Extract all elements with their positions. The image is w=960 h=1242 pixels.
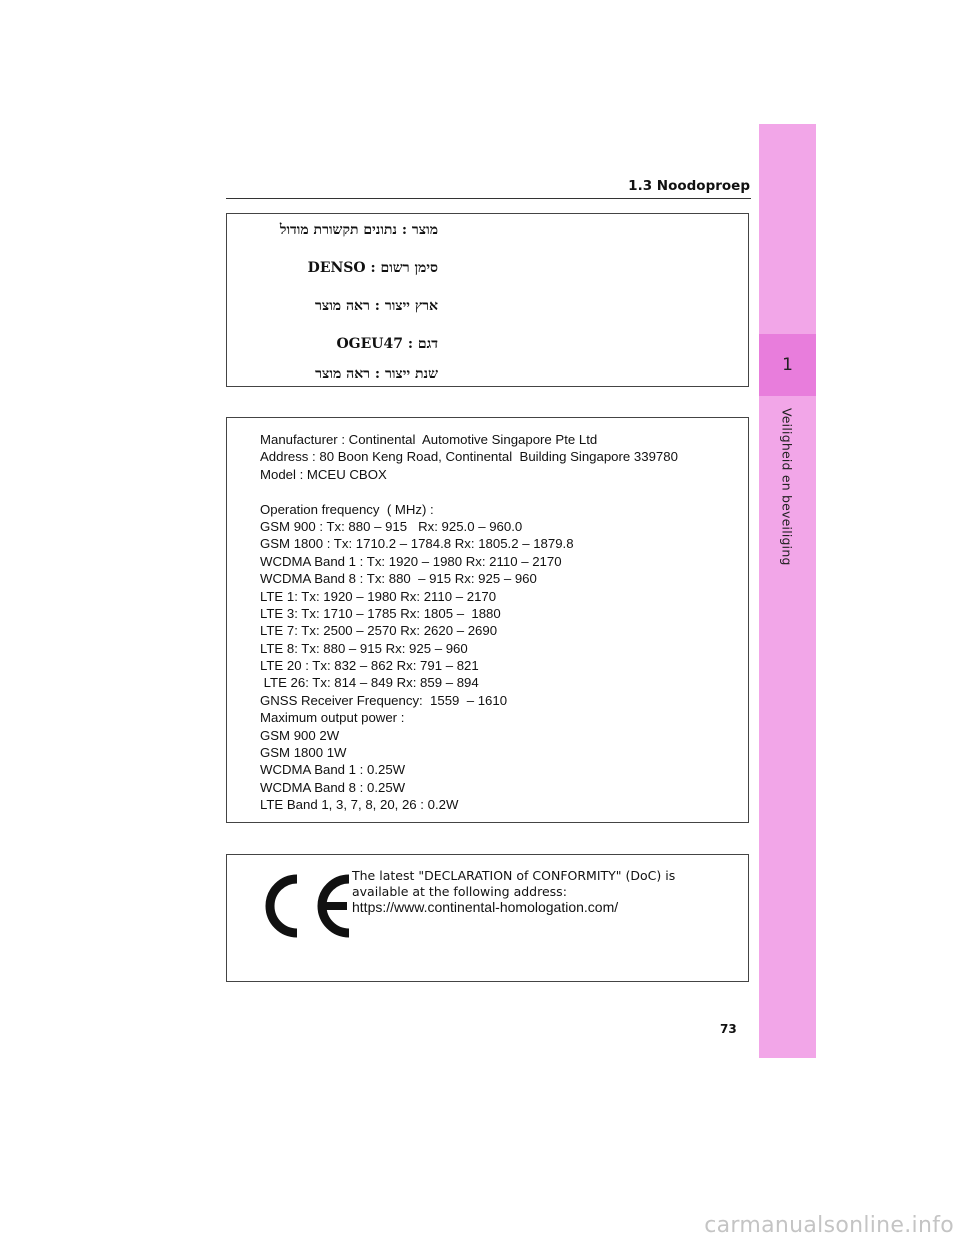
spec-line: Maximum output power : (260, 710, 405, 726)
hebrew-line-country: ארץ ייצור : ראה מוצר (315, 298, 438, 314)
chapter-label: Veiligheid en beveiliging (779, 408, 795, 566)
spec-line: GSM 1800 : Tx: 1710.2 – 1784.8 Rx: 1805.2 – 1879.8 (260, 536, 574, 552)
spec-line: WCDMA Band 1 : Tx: 1920 – 1980 Rx: 2110 – 2170 (260, 553, 562, 569)
side-color-strip (759, 124, 816, 1058)
watermark: carmanualsonline.info (704, 1213, 954, 1238)
spec-line: Manufacturer : Continental Automotive Singapore Pte Ltd (260, 432, 598, 447)
page-number: 73 (720, 1022, 737, 1036)
spec-line: GNSS Receiver Frequency: 1559 – 1610 (260, 692, 508, 708)
specifications-box (226, 417, 749, 823)
spec-line-spacer (260, 483, 678, 500)
spec-line: Address : 80 Boon Keng Road, Continental Building Singapore 339780 (260, 449, 678, 465)
hebrew-line-year: שנת ייצור : ראה מוצר (315, 366, 438, 382)
spec-line: GSM 1800 1W (260, 745, 347, 761)
hebrew-line-product: מוצר : נתונים תקשורת מודול (279, 222, 438, 238)
declaration-text-line2: available at the following address: (352, 884, 567, 899)
spec-line: LTE 26: Tx: 814 – 849 Rx: 859 – 894 (260, 675, 479, 691)
hebrew-line-brand: סימן רשום : DENSO (307, 260, 438, 276)
hebrew-line-model: דגם : OGEU47 (336, 336, 438, 352)
chapter-label-container (776, 408, 798, 588)
spec-line: LTE Band 1, 3, 7, 8, 20, 26 : 0.2W (260, 797, 459, 813)
ce-mark-icon (263, 871, 353, 941)
chapter-tab[interactable] (759, 334, 816, 396)
spec-line: WCDMA Band 1 : 0.25W (260, 762, 406, 778)
spec-line: Operation frequency ( MHz) : (260, 501, 434, 517)
spec-line: Model : MCEU CBOX (260, 466, 387, 482)
spec-line: GSM 900 2W (260, 727, 340, 743)
spec-line: WCDMA Band 8 : 0.25W (260, 779, 406, 795)
declaration-text-line1: The latest "DECLARATION of CONFORMITY" (DoC) is (352, 868, 676, 883)
header-divider (226, 198, 751, 199)
specification-list (260, 431, 678, 814)
declaration-box (226, 854, 749, 982)
spec-line: LTE 7: Tx: 2500 – 2570 Rx: 2620 – 2690 (260, 623, 498, 639)
spec-line: WCDMA Band 8 : Tx: 880 – 915 Rx: 925 – 960 (260, 571, 537, 587)
section-title: 1.3 Noodoproep (628, 178, 750, 194)
spec-line: LTE 3: Tx: 1710 – 1785 Rx: 1805 – 1880 (260, 605, 501, 621)
spec-line: LTE 20 : Tx: 832 – 862 Rx: 791 – 821 (260, 658, 479, 674)
hebrew-info-box (226, 213, 749, 387)
chapter-number: 1 (782, 355, 793, 375)
spec-line: LTE 1: Tx: 1920 – 1980 Rx: 2110 – 2170 (260, 588, 497, 604)
declaration-url-link[interactable]: https://www.continental-homologation.com/ (352, 899, 619, 915)
spec-line: LTE 8: Tx: 880 – 915 Rx: 925 – 960 (260, 640, 468, 656)
spec-line: GSM 900 : Tx: 880 – 915 Rx: 925.0 – 960.0 (260, 518, 523, 534)
